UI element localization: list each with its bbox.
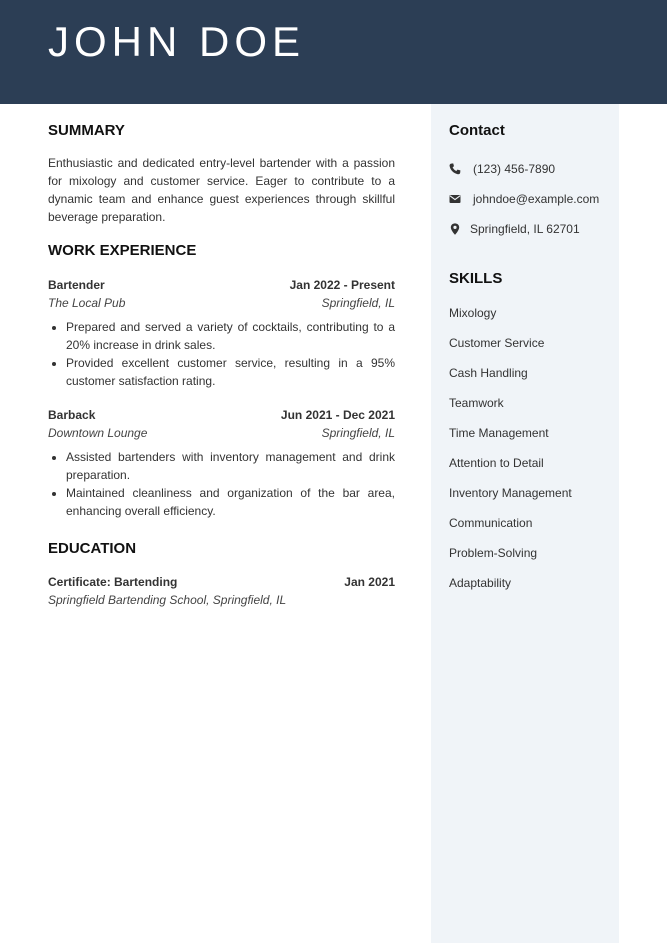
skill-item: Attention to Detail [449,456,544,470]
job-location: Springfield, IL [321,296,395,310]
skill-item: Time Management [449,426,549,440]
skill-item: Adaptability [449,576,512,590]
education-degree: Certificate: Bartending [48,575,178,589]
skill-item: Communication [449,516,533,530]
job-bullet: • Assisted bartenders with inventory management and drink preparation. [66,448,395,484]
skill-item: Inventory Management [449,486,572,500]
education-entry [48,573,395,609]
candidate-name: JOHN DOE [48,18,306,65]
experience-title: WORK EXPERIENCE [48,242,197,259]
skill-item: Cash Handling [449,366,528,380]
skill-item: Teamwork [449,396,504,410]
job-company: The Local Pub [48,296,126,310]
resume-header [0,0,667,104]
job-dates: Jun 2021 - Dec 2021 [280,408,395,422]
job-entry [48,406,395,520]
job-entry [48,276,395,390]
skill-item: Mixology [449,306,497,320]
contact-title: Contact [449,122,505,139]
skill-item: Problem-Solving [449,546,538,560]
education-date: Jan 2021 [344,575,395,589]
sidebar [431,104,619,943]
education-school: Springfield Bartending School, Springfield, IL [48,593,287,607]
job-bullets [48,448,395,520]
phone-text: (123) 456-7890 [473,162,556,176]
skill-item: Customer Service [449,336,545,350]
job-company: Downtown Lounge [48,426,148,440]
job-bullet: • Provided excellent customer service, resulting in a 95% customer satisfaction rating. [66,354,395,390]
skills-title: SKILLS [449,270,503,287]
envelope-icon [449,193,461,205]
job-bullet: • Prepared and served a variety of cocktails, contributing to a 20% increase in drink sales. [66,318,395,354]
job-role: Barback [48,408,96,422]
location-text: Springfield, IL 62701 [470,222,580,236]
summary-title: SUMMARY [48,122,125,139]
phone-icon [449,163,461,175]
job-bullets [48,318,395,390]
email-text: johndoe@example.com [473,192,600,206]
map-pin-icon [449,223,461,235]
job-location: Springfield, IL [321,426,395,440]
education-title: EDUCATION [48,540,137,557]
job-dates: Jan 2022 - Present [289,278,395,292]
job-role: Bartender [48,278,105,292]
job-bullet: • Maintained cleanliness and organization of the bar area, enhancing overall efficiency. [66,484,395,520]
summary-text: Enthusiastic and dedicated entry-level bartender with a passion for mixology and customer service. Eager to contribute to a dynamic team and enhance guest experiences through skillful beverage preparation. [48,156,395,224]
